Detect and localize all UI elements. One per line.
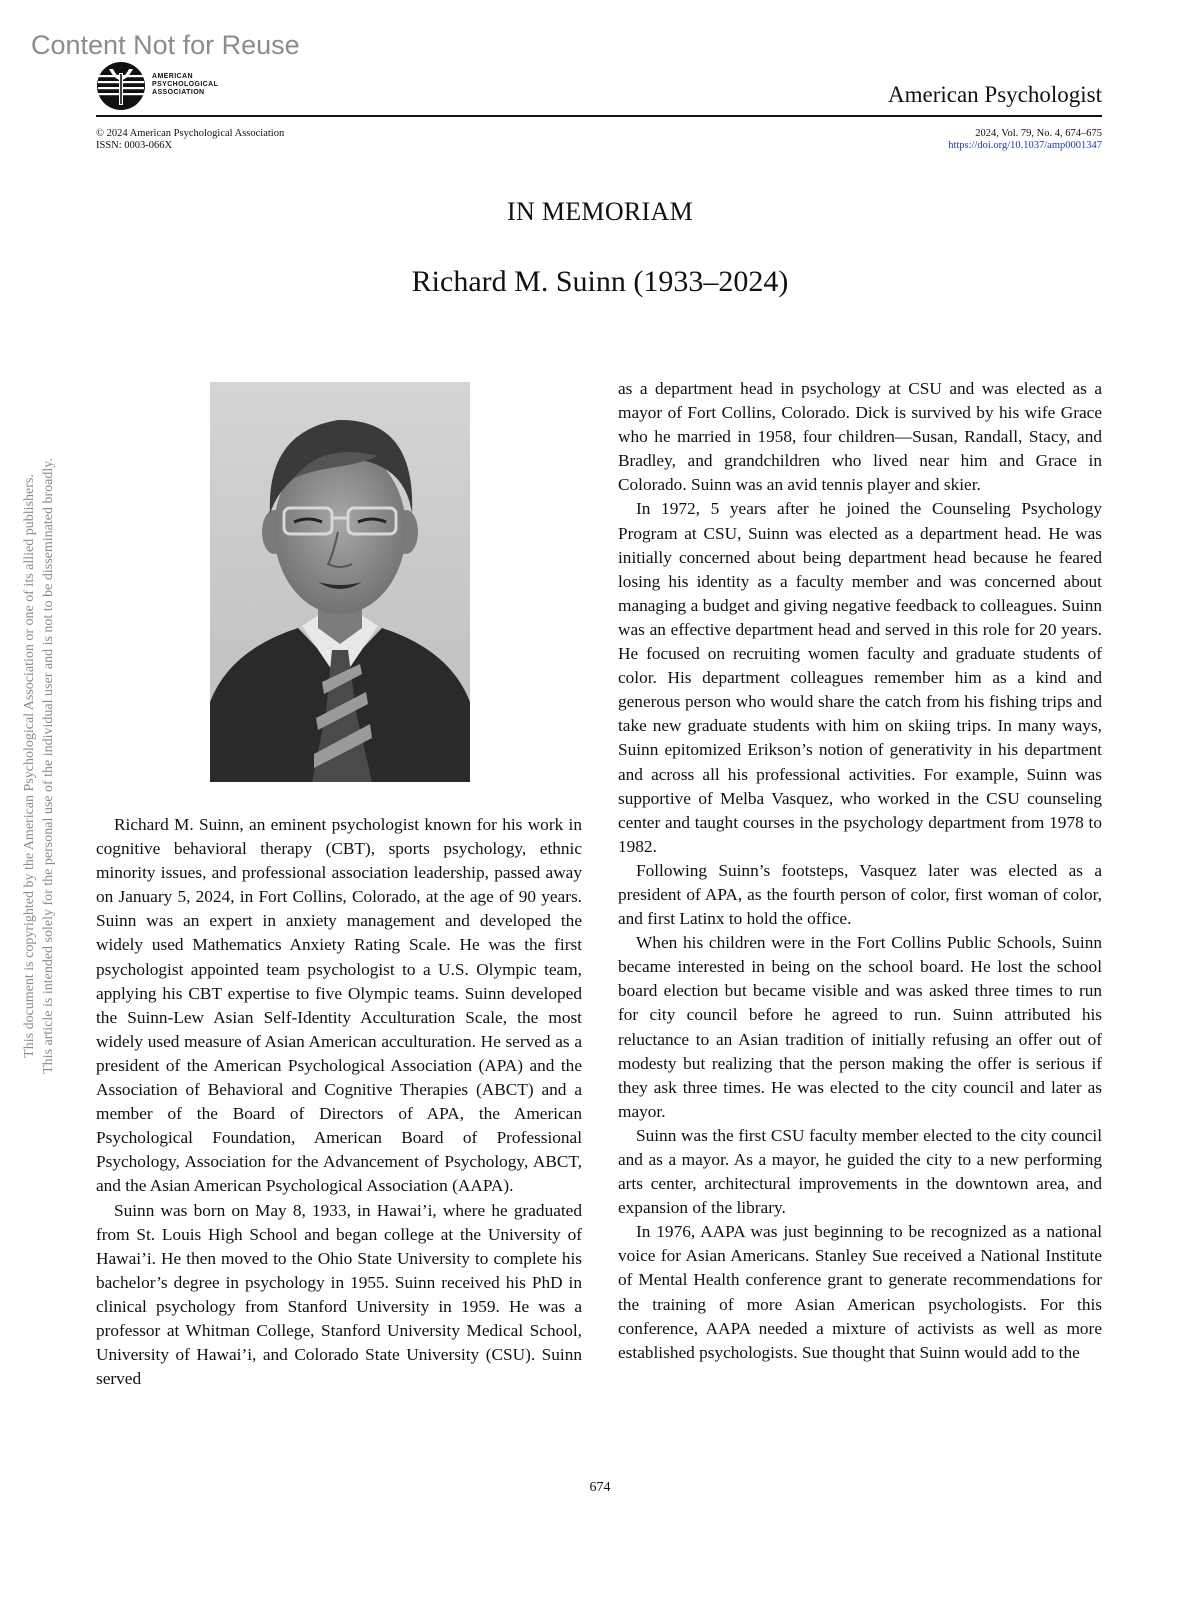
copyright: © 2024 American Psychological Association [96, 128, 285, 139]
citation-block [948, 128, 1102, 152]
apa-logo [96, 61, 246, 113]
paragraph: Following Suinn’s footsteps, Vasquez later was elected as a president of APA, as the fourth person of color, first woman of color, and first Latinx to hold the office. [618, 860, 1102, 929]
article-title: Richard M. Suinn (1933–2024) [411, 265, 789, 298]
side-note-line: This document is copyrighted by the American Psychological Association or one of its allied publishers. [22, 474, 37, 1058]
journal-name: American Psychologist [888, 82, 1102, 107]
right-column [618, 377, 1102, 1365]
paragraph: Richard M. Suinn, an eminent psychologist known for his work in cognitive behavioral therapy (CBT), sports psychology, ethnic minority issues, and professional association leadership, passed away on January 5, 2024, in Fort Collins, Colorado, at the age of 90 years. Suinn was an expert in anxiety management and developed the widely used Mathematics Anxiety Rating Scale. He was the first psychologist appointed team psychologist to a U.S. Olympic team, applying his CBT expertise to five Olympic teams. Suinn developed the Suinn-Lew Asian Self-Identity Acculturation Scale, the most widely used measure of Asian American acculturation. He served as a president of the American Psychological Association (APA) and the Association of Behavioral and Cognitive Therapies (ABCT) and a member of the Board of Directors of APA, the American Psychological Foundation, American Board of Professional Psychology, Association for the Advancement of Psychology, ABCT, and the Asian American Psychological Association (AAPA). [96, 815, 582, 1196]
paragraph: When his children were in the Fort Collins Public Schools, Suinn became interested in being on the school board. He lost the school board election but became visible and was asked three times to run for city council before he agreed to run. Suinn attributed his reluctance to an Asian tradition of initially refusing an offer out of modesty but realizing that the person making the offer is serious if they ask three times. He was elected to the city council and later as mayor. [618, 933, 1102, 1121]
citation: 2024, Vol. 79, No. 4, 674–675 [975, 128, 1102, 139]
header-rule [96, 115, 1102, 117]
copyright-block [96, 128, 284, 152]
portrait-photo [210, 382, 470, 782]
paragraph: Suinn was born on May 8, 1933, in Hawai’i, where he graduated from St. Louis High School and began college at the University of Hawai’i. He then moved to the Ohio State University to complete his bachelor’s degree in psychology in 1955. Suinn received his PhD in clinical psychology from Stanford University in 1959. He was a professor at Whitman College, Stanford University Medical School, University of Hawai’i, and Colorado State University (CSU). Suinn served [96, 1200, 582, 1389]
logo-line: AMERICAN [152, 73, 193, 80]
section-title: IN MEMORIAM [506, 197, 694, 226]
apa-logo-icon [96, 61, 146, 111]
watermark: Content Not for Reuse [31, 30, 300, 60]
page-number: 674 [589, 1480, 611, 1495]
logo-line: ASSOCIATION [152, 89, 205, 96]
paragraph: Suinn was the first CSU faculty member elected to the city council and as a mayor. As a mayor, he guided the city to a new performing arts center, architectural improvements in the downtown area, and expansion of the library. [618, 1125, 1102, 1218]
paragraph: In 1976, AAPA was just beginning to be recognized as a national voice for Asian Americans. Stanley Sue received a National Institute of Mental Health conference grant to generate recommendations for the training of more Asian American psychologists. For this conference, AAPA needed a mixture of activists as well as more established psychologists. Sue thought that Suinn would add to the [618, 1222, 1102, 1362]
doi-link[interactable]: https://doi.org/10.1037/amp0001347 [948, 140, 1102, 151]
side-note-line: This article is intended solely for the personal use of the individual user and is not to be disseminated broadly. [41, 458, 56, 1074]
paragraph: In 1972, 5 years after he joined the Counseling Psychology Program at CSU, Suinn was elected as a department head. He was initially concerned about being department head because he feared losing his identity as a faculty member and was concerned about managing a budget and giving negative feedback to colleagues. Suinn was an effective department head and served in this role for 20 years. He focused on recruiting women faculty and graduate students of color. His department colleagues remember him as a kind and generous person who would share the catch from his fishing trips and take new graduate students with him on skiing trips. In many ways, Suinn epitomized Erikson’s notion of generativity in his department and across all his professional activities. For example, Suinn was supportive of Melba Vasquez, who worked in the CSU counseling center and taught courses in the psychology department from 1978 to 1982. [618, 499, 1102, 856]
portrait-illustration [210, 382, 470, 782]
issn: ISSN: 0003-066X [96, 140, 173, 151]
apa-logo-text [152, 73, 218, 97]
logo-line: PSYCHOLOGICAL [152, 81, 219, 88]
paragraph: as a department head in psychology at CSU and was elected as a mayor of Fort Collins, Colorado. Dick is survived by his wife Grace who he married in 1958, four children—Susan, Randall, Stacy, and Bradley, and grandchildren who lived near him and Grace in Colorado. Suinn was an avid tennis player and skier. [618, 379, 1102, 495]
left-column [96, 813, 582, 1391]
